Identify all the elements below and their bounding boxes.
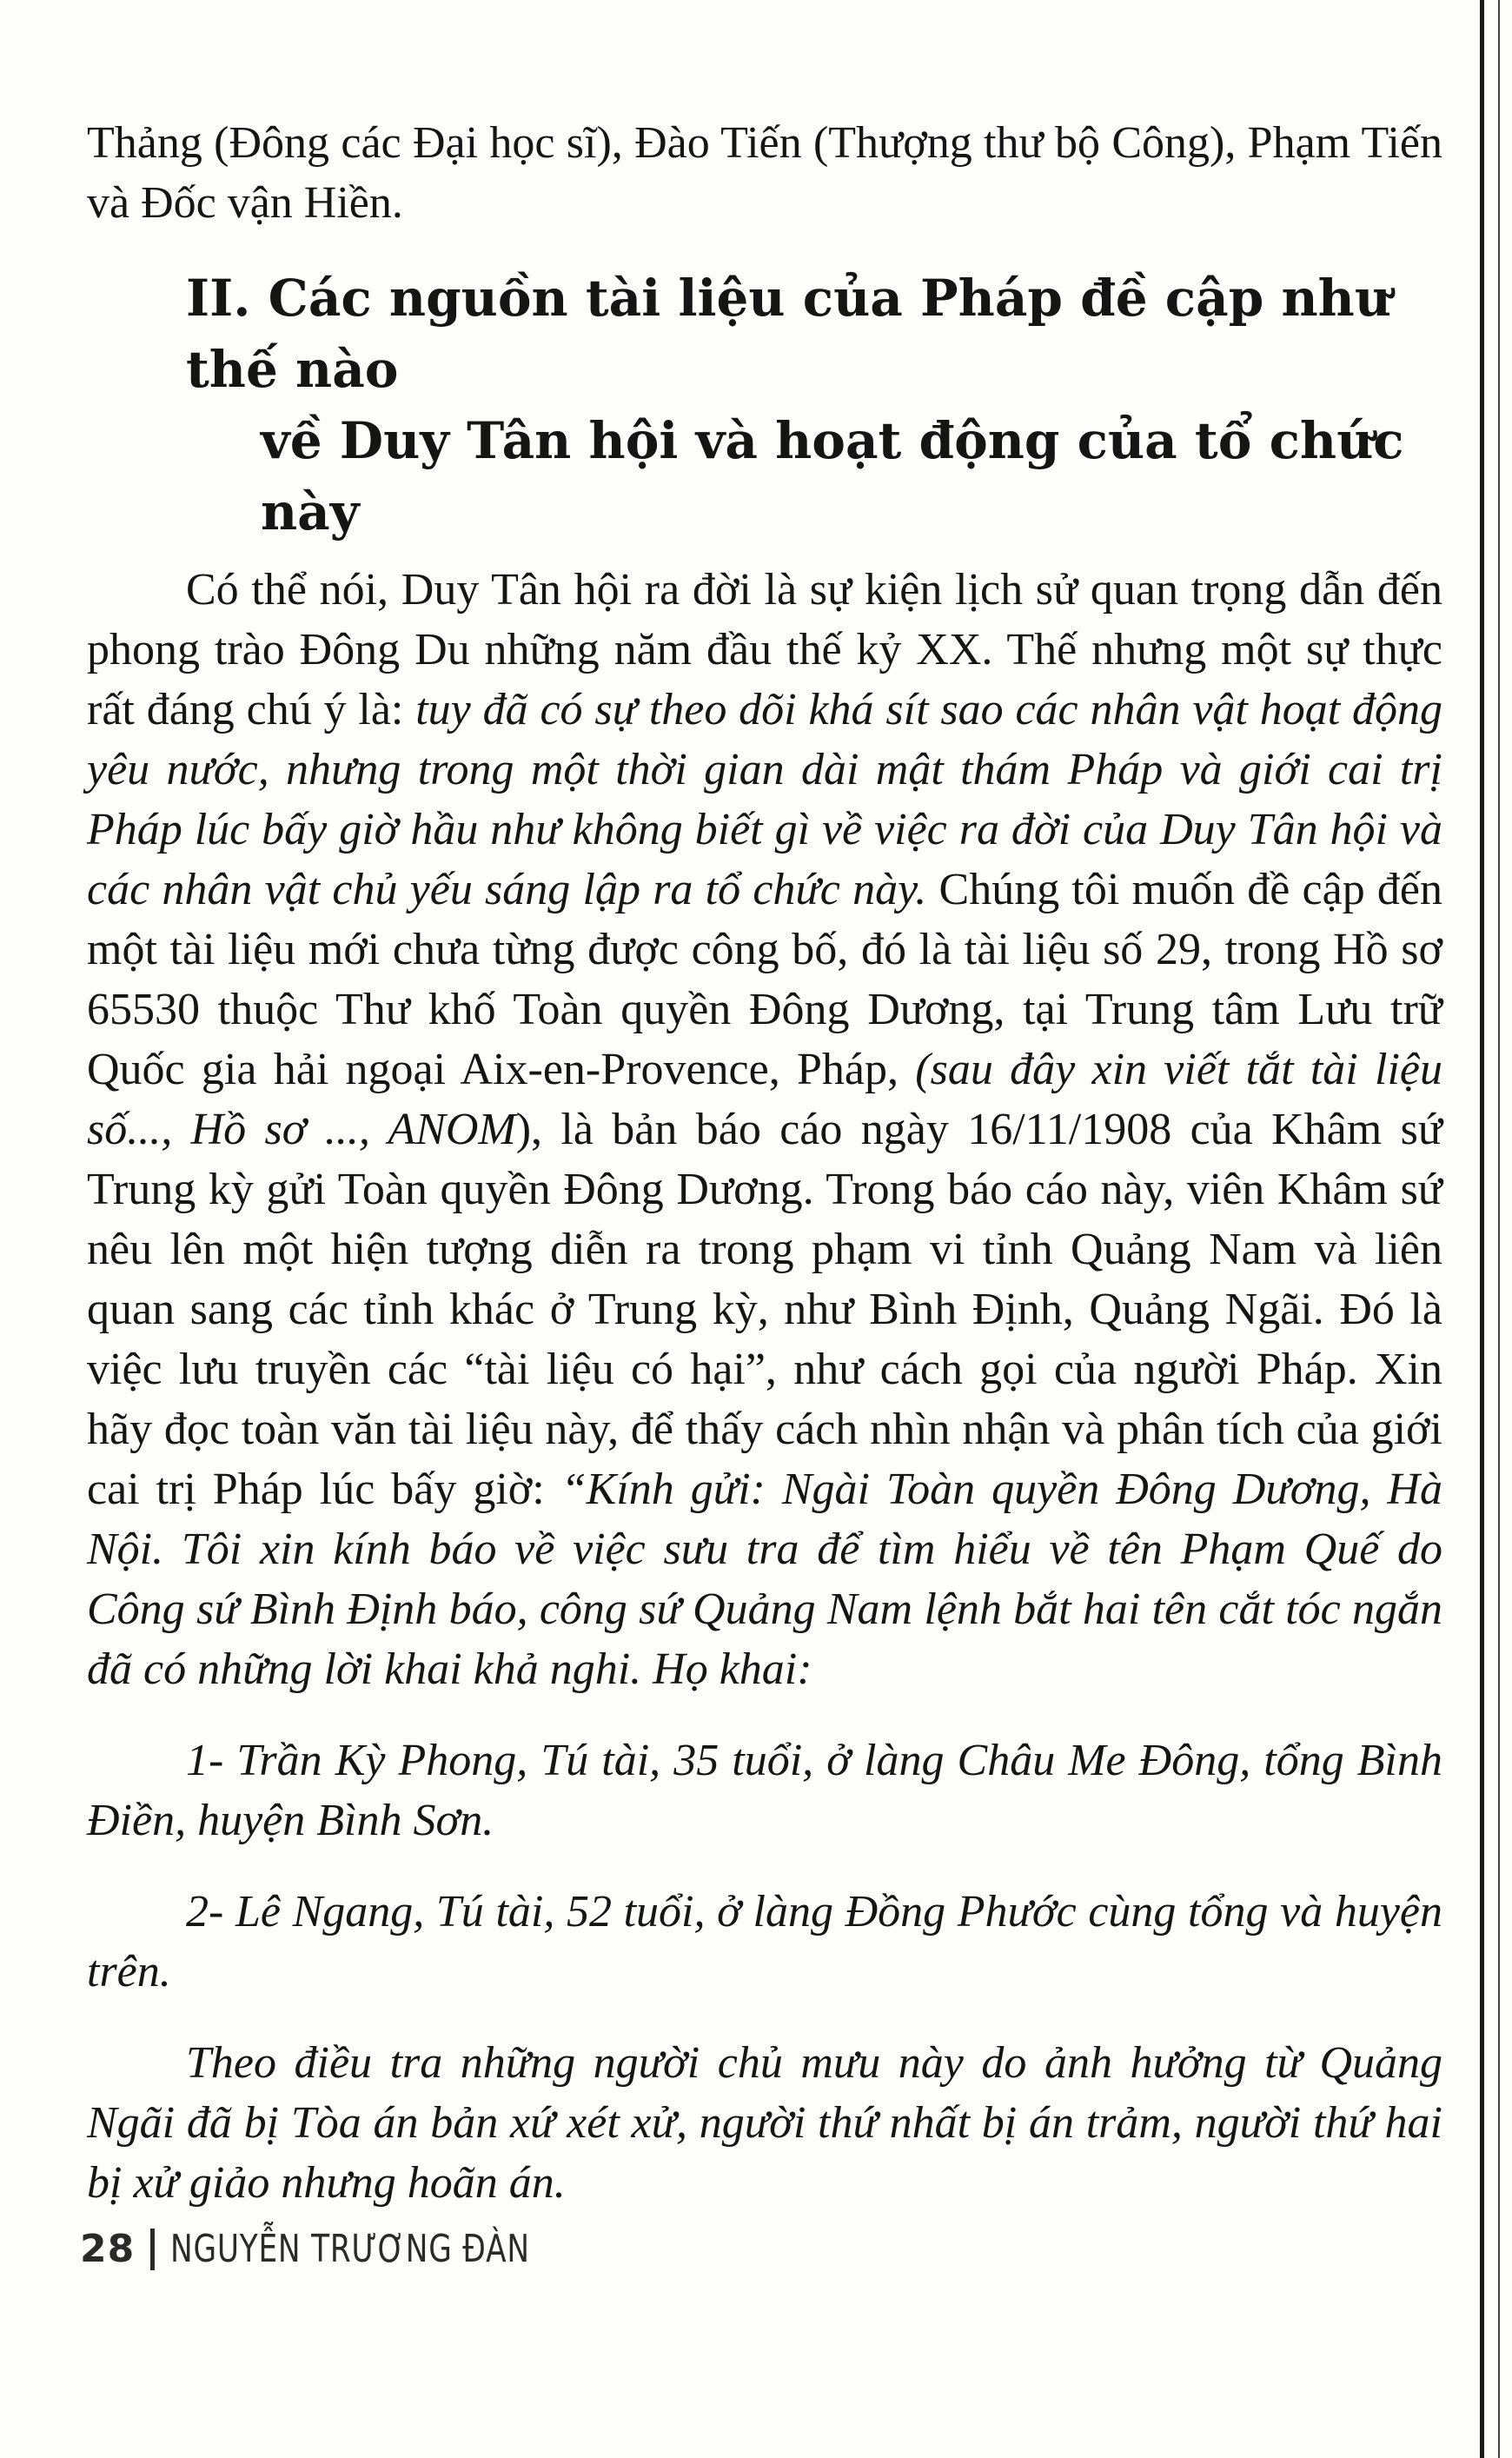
body-text — [87, 113, 1442, 2213]
closing-paragraph: Theo điều tra những người chủ mưu này do ảnh hưởng từ Quảng Ngãi đã bị Tòa án bản xứ xét xử, người thứ nhất bị án trảm, người thứ hai bị xử giảo nhưng hoãn án. — [87, 2038, 1442, 2208]
paragraph-text-2: Chúng tôi muốn đề cập đến một tài liệu mới chưa từng được công bố, đó là tài liệu số 29, trong Hồ sơ 65530 thuộc Thư khố Toàn quyền Đông Dương, tại Trung tâm Lưu trữ Quốc gia hải ngoại Aix-en-Provence, Pháp, — [87, 865, 1442, 1094]
list-item-2: 2- Lê Ngang, Tú tài, 52 tuổi, ở làng Đồng Phước cùng tổng và huyện trên. — [87, 1887, 1442, 1996]
footer-separator — [150, 2229, 155, 2270]
paragraph-italic-1: tuy đã có sự theo dõi khá sít sao các nhân vật hoạt động yêu nước, nhưng trong một thời gian dài mật thám Pháp và giới cai trị Pháp lúc bấy giờ hầu như không biết gì về việc ra đời của Duy Tân hội và các nhân vật chủ yếu sáng lập ra tổ chức này. — [87, 685, 1442, 914]
page-footer — [80, 2227, 632, 2271]
main-paragraph — [87, 560, 1442, 1699]
paragraph-italic-2: (sau đây xin viết tắt tài liệu số..., Hồ sơ ..., ANOM — [87, 1045, 1442, 1154]
opening-paragraph: Thảng (Đông các Đại học sĩ), Đào Tiến (Thượng thư bộ Công), Phạm Tiến và Đốc vận Hiền. — [87, 118, 1442, 228]
section-heading — [87, 262, 1442, 548]
heading-number: II. — [186, 269, 251, 328]
heading-line-2: về Duy Tân hội và hoạt động của tổ chức này — [261, 411, 1404, 541]
list-item-1: 1- Trần Kỳ Phong, Tú tài, 35 tuổi, ở làng Châu Me Đông, tổng Bình Điền, huyện Bình Sơn. — [87, 1736, 1442, 1845]
page-number: 28 — [80, 2227, 136, 2271]
page-edge-shadow — [1480, 0, 1484, 2458]
paragraph-text-1: Có thể nói, Duy Tân hội ra đời là sự kiện lịch sử quan trọng dẫn đến phong trào Đông Du những năm đầu thế kỷ XX. Thế nhưng một sự thực rất đáng chú ý là: — [87, 565, 1442, 734]
paragraph-text-3: ), là bản báo cáo ngày 16/11/1908 của Khâm sứ Trung kỳ gửi Toàn quyền Đông Dương. Trong báo cáo này, viên Khâm sứ nêu lên một hiện tượng diễn ra trong phạm vi tỉnh Quảng Nam và liên quan sang các tỉnh khác ở Trung kỳ, như Bình Định, Quảng Ngãi. Đó là việc lưu truyền các “tài liệu có hại”, như cách gọi của người Pháp. Xin hãy đọc toàn văn tài liệu này, để thấy cách nhìn nhận và phân tích của giới cai trị Pháp lúc bấy giờ: — [87, 1105, 1442, 1514]
paragraph-italic-3: “Kính gửi: Ngài Toàn quyền Đông Dương, Hà Nội. Tôi xin kính báo về việc sưu tra để tìm hiểu về tên Phạm Quế do Công sứ Bình Định báo, công sứ Quảng Nam lệnh bắt hai tên cắt tóc ngắn đã có những lời khai khả nghi. Họ khai: — [87, 1465, 1442, 1694]
author-name: NGUYỄN TRƯƠNG ĐÀN — [170, 2227, 531, 2271]
page-edge-line — [1498, 0, 1500, 2458]
heading-line-1 — [186, 262, 1442, 405]
heading-text-1: Các nguồn tài liệu của Pháp đề cập như thế nào — [186, 269, 1391, 399]
